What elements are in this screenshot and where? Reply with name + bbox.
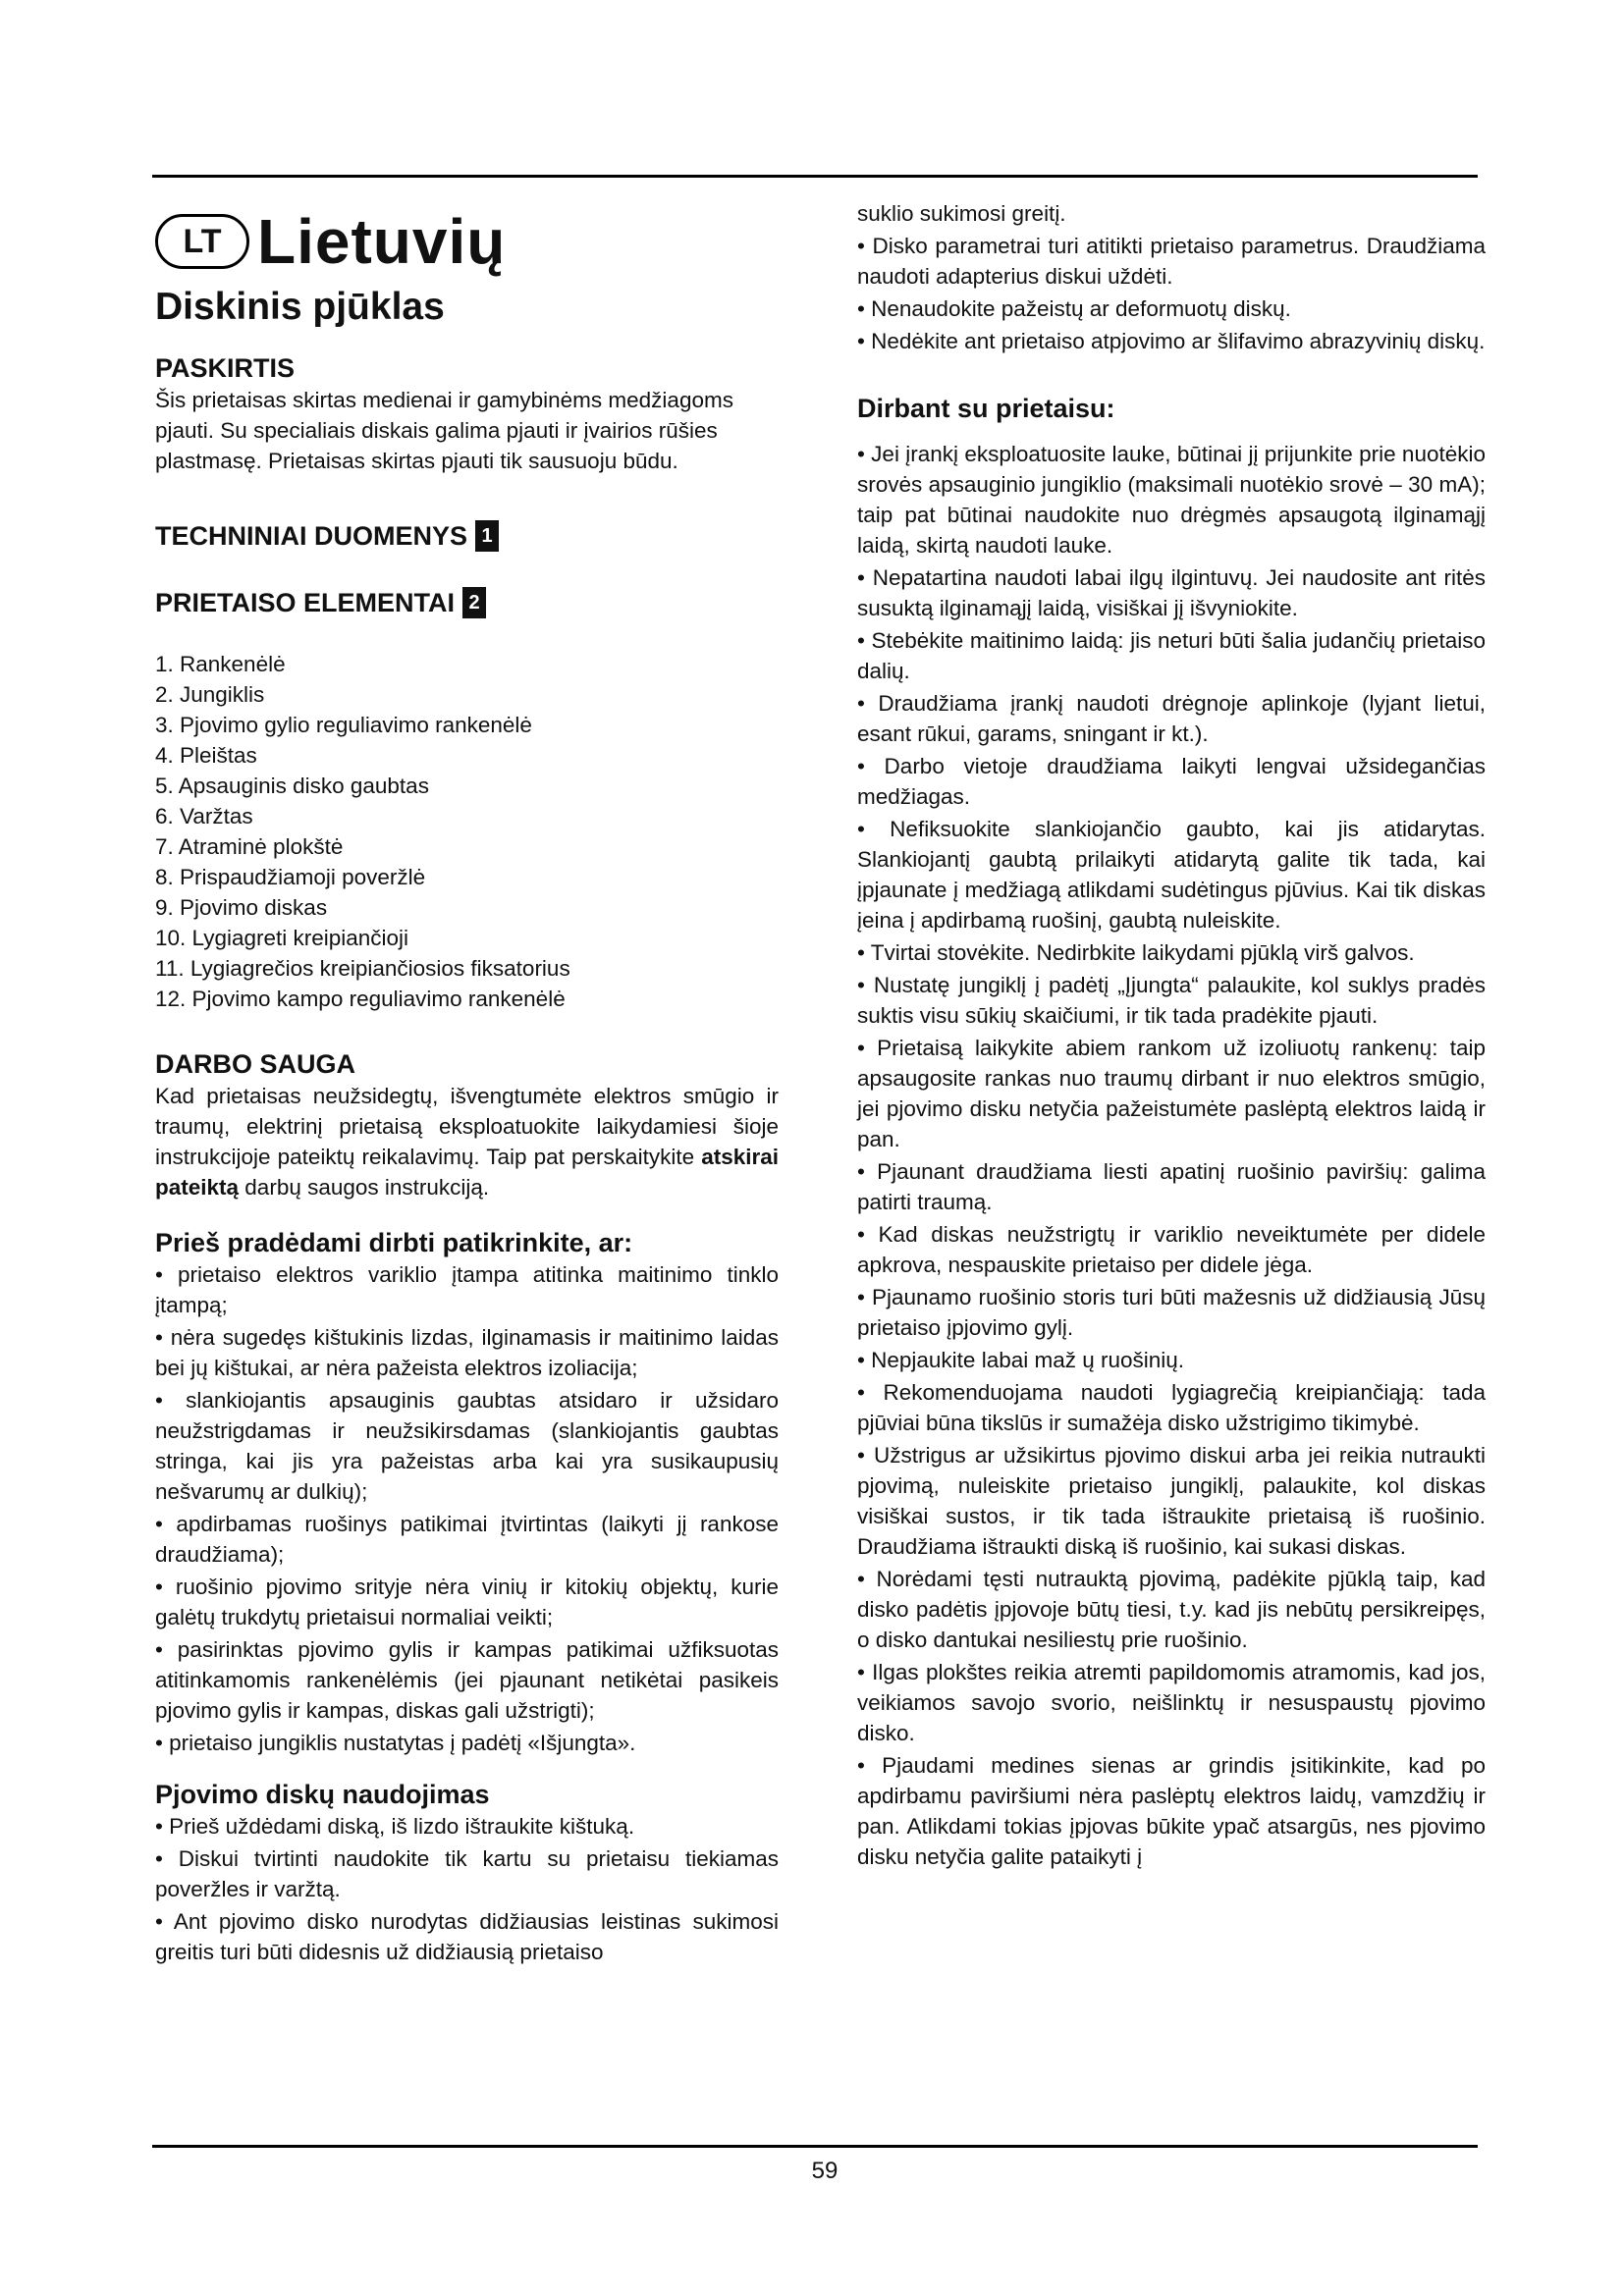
language-title: Lietuvių (257, 206, 507, 277)
work-rule-item: • Nepatartina naudoti labai ilgų ilgintuvų. Jei naudosite ant ritės susuktą ilginamąjį laidą, visiškai jį išvyniokite. (857, 565, 1486, 620)
work-rule-item: • Rekomenduojama naudoti lygiagrečią kreipiančiąją: tada pjūviai būna tikslūs ir sumažėja disko užstrigimo tikimybė. (857, 1380, 1486, 1435)
work-rule-item: • Tvirtai stovėkite. Nedirbkite laikydami pjūklą virš galvos. (857, 940, 1415, 965)
part-list-item: 1. Rankenėlė (155, 652, 286, 676)
figure-1-badge: 1 (475, 520, 499, 552)
work-rule-item: • Nustatę jungiklį į padėtį „Įjungta“ palaukite, kol suklys pradės suktis visu sūkių skaičiumi, ir tik tada pradėkite pjauti. (857, 973, 1486, 1028)
bottom-rule (152, 2145, 1478, 2148)
part-list-item: 12. Pjovimo kampo reguliavimo rankenėlė (155, 987, 566, 1011)
right-column (857, 198, 1486, 1874)
work-rule-item: • Kad diskas neužstrigtų ir variklio neveiktumėte per didele apkrova, nespauskite prietaiso per didele jėga. (857, 1222, 1486, 1277)
part-list-item: 7. Atraminė plokštė (155, 834, 344, 859)
check-list-item: • nėra sugedęs kištukinis lizdas, ilginamasis ir maitinimo laidas bei jų kištukai, ar nėra pažeista elektros izoliacija; (155, 1325, 779, 1380)
work-rule-item: • Pjaunant draudžiama liesti apatinį ruošinio paviršių: galima patirti traumą. (857, 1159, 1486, 1214)
tech-data-heading: TECHNINIAI DUOMENYS (155, 521, 468, 551)
part-list-item: 11. Lygiagrečios kreipiančiosios fiksatorius (155, 956, 570, 981)
purpose-heading: PASKIRTIS (155, 353, 296, 383)
part-list-item: 8. Prispaudžiamoji poveržlė (155, 865, 426, 889)
part-list-item: 4. Pleištas (155, 743, 257, 768)
work-rule-item: • Ilgas plokštes reikia atremti papildomomis atramomis, kad jos, veikiamos savojo svorio, neišlinktų ir nesuspaustų pjovimo disko. (857, 1660, 1486, 1745)
check-list-item: • pasirinktas pjovimo gylis ir kampas patikimai užfiksuotas atitinkamomis rankenėlėmis (jei pjaunant netikėtai pasikeis pjovimo gylis ir kampas, diskas gali užstrigti); (155, 1637, 779, 1723)
tech-data-heading-row (155, 519, 779, 553)
left-column (155, 196, 779, 1969)
work-rule-item: • Pjaunamo ruošinio storis turi būti mažesnis už didžiausią Jūsų prietaiso įpjovimo gylį. (857, 1285, 1486, 1340)
work-rule-item: • Stebėkite maitinimo laidą: jis neturi būti šalia judančių prietaiso dalių. (857, 628, 1486, 683)
check-list-item: • prietaiso jungiklis nustatytas į padėtį «Išjungta». (155, 1731, 636, 1755)
safety-text-end: darbų saugos instrukciją. (239, 1175, 490, 1200)
disc-rule-item: suklio sukimosi greitį. (857, 201, 1066, 226)
part-list-item: 9. Pjovimo diskas (155, 895, 328, 920)
document-title: Diskinis pjūklas (155, 286, 445, 328)
safety-text-start: Kad prietaisas neužsidegtų, išvengtumėte elektros smūgio ir traumų, elektrinį prietaisą eksploatuokite laikydamiesi šioje instrukcijoje pateiktų reikalavimų. Taip pat perskaitykite (155, 1084, 779, 1169)
parts-list (155, 649, 779, 1014)
work-rule-item: • Prietaisą laikykite abiem rankom už izoliuotų rankenų: taip apsaugosite rankas nuo traumų dirbant ir nuo elektros smūgio, jei pjovimo disku netyčia pažeistumėte paslėptą elektros laidą ir pan. (857, 1036, 1486, 1151)
discs-continued-list (857, 198, 1486, 356)
disc-rule-item: • Ant pjovimo disko nurodytas didžiausias leistinas sukimosi greitis turi būti didesnis už didžiausią prietaiso (155, 1909, 779, 1964)
check-list-item: • ruošinio pjovimo srityje nėra vinių ir kitokių objektų, kurie galėtų trukdytų prietaisui normaliai veikti; (155, 1575, 779, 1629)
part-list-item: 2. Jungiklis (155, 682, 265, 707)
part-list-item: 5. Apsauginis disko gaubtas (155, 774, 429, 798)
elements-heading: PRIETAISO ELEMENTAI (155, 588, 456, 617)
check-list-item: • apdirbamas ruošinys patikimai įtvirtintas (laikyti jį rankose draudžiama); (155, 1512, 779, 1567)
disc-rule-item: • Prieš uždėdami diską, iš lizdo ištraukite kištuką. (155, 1814, 635, 1839)
figure-2-badge: 2 (462, 587, 486, 618)
working-list (857, 439, 1486, 1872)
part-list-item: 10. Lygiagreti kreipiančioji (155, 926, 409, 950)
safety-text-bold: atskirai pateiktą (155, 1145, 779, 1200)
elements-heading-row (155, 586, 779, 619)
check-list-item: • slankiojantis apsauginis gaubtas atsidaro ir užsidaro neužstrigdamas ir neužsikirsdamas (slankiojantis gaubtas stringa, kai jis yra pažeistas arba kai yra susikaupusių nešvarumų ar dulkių); (155, 1388, 779, 1504)
work-rule-item: • Norėdami tęsti nutrauktą pjovimą, padėkite pjūklą taip, kad disko padėtis įpjovoje būtų tiesi, t.y. kad jis nebūtų persikreipęs, o disko dantukai nesiliestų prie ruošinio. (857, 1567, 1486, 1652)
language-code-badge: LT (155, 214, 249, 269)
work-rule-item: • Jei įrankį eksploatuosite lauke, būtinai jį prijunkite prie nuotėkio srovės apsauginio jungiklio (maksimali nuotėkio srovė – 30 mA); taip pat būtinai naudokite nuo drėgmės apsaugotą ilginamąjį laidą, skirtą naudoti lauke. (857, 442, 1486, 558)
part-list-item: 6. Varžtas (155, 804, 253, 828)
page-number: 59 (811, 2158, 839, 2184)
part-list-item: 3. Pjovimo gylio reguliavimo rankenėlė (155, 713, 532, 737)
disc-rule-item: • Disko parametrai turi atitikti prietaiso parametrus. Draudžiama naudoti adapterius diskui uždėti. (857, 234, 1486, 289)
disc-rule-item: • Nenaudokite pažeistų ar deformuotų diskų. (857, 296, 1291, 321)
before-work-heading: Prieš pradėdami dirbti patikrinkite, ar: (155, 1228, 633, 1257)
working-heading: Dirbant su prietaisu: (857, 394, 1115, 423)
top-rule (152, 175, 1478, 178)
safety-text (155, 1081, 779, 1202)
work-rule-item: • Nefiksuokite slankiojančio gaubto, kai jis atidarytas. Slankiojantį gaubtą prilaikyti atidarytą galite tik tada, kai įpjaunate į medžiagą atlikdami sudėtingus pjūvius. Kai tik diskas įeina į apdirbamą ruošinį, gaubtą nuleiskite. (857, 817, 1486, 933)
work-rule-item: • Darbo vietoje draudžiama laikyti lengvai užsidegančias medžiagas. (857, 754, 1486, 809)
discs-list (155, 1811, 779, 1967)
work-rule-item: • Pjaudami medines sienas ar grindis įsitikinkite, kad po apdirbamu paviršiumi nėra paslėptų elektros laidų, vamzdžių ir pan. Atlikdami tokias įpjovas būkite ypač atsargūs, nes pjovimo disku netyčia galite pataikyti į (857, 1753, 1486, 1869)
work-rule-item: • Užstrigus ar užsikirtus pjovimo diskui arba jei reikia nutraukti pjovimą, nuleiskite prietaiso jungiklį, palaukite, kol diskas visiškai sustos, ir tik tada ištraukite prietaisą iš ruošinio. Draudžiama ištraukti diską iš ruošinio, kai sukasi diskas. (857, 1443, 1486, 1559)
check-list-item: • prietaiso elektros variklio įtampa atitinka maitinimo tinklo įtampą; (155, 1262, 779, 1317)
safety-heading: DARBO SAUGA (155, 1049, 356, 1079)
work-rule-item: • Draudžiama įrankį naudoti drėgnoje aplinkoje (lyjant lietui, esant rūkui, garams, sningant ir kt.). (857, 691, 1486, 746)
discs-heading: Pjovimo diskų naudojimas (155, 1780, 490, 1809)
work-rule-item: • Nepjaukite labai maž ų ruošinių. (857, 1348, 1185, 1372)
disc-rule-item: • Diskui tvirtinti naudokite tik kartu su prietaisu tiekiamas poveržles ir varžtą. (155, 1846, 779, 1901)
before-work-list (155, 1259, 779, 1758)
purpose-text: Šis prietaisas skirtas medienai ir gamybinėms medžiagoms pjauti. Su specialiais diskais galima pjauti ir įvairios rūšies plastmasę. Prietaisas skirtas pjauti tik sausuoju būdu. (155, 388, 733, 473)
disc-rule-item: • Nedėkite ant prietaiso atpjovimo ar šlifavimo abrazyvinių diskų. (857, 329, 1486, 353)
language-header (155, 204, 779, 279)
